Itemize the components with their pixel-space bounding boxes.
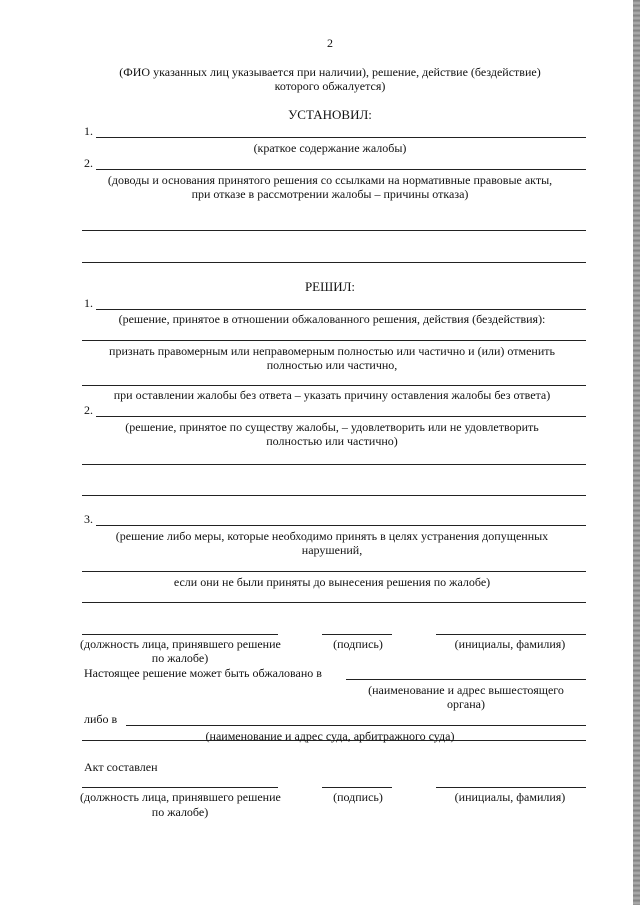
decided-item2-blank-line-2 [82,495,586,496]
decided-item1-line [96,309,586,310]
signature2-name-line [436,787,586,788]
decided-heading: РЕШИЛ: [304,279,356,294]
signature2-position-caption-1: (должность лица, принявшего решение [80,790,281,804]
signature2-signature-line [322,787,392,788]
decided-item1-caption-2: признать правомерным или неправомерным полностью или частично и (или) отменить [109,344,555,358]
signature1-position-caption-2: по жалобе) [151,651,209,665]
signature1-name-line [436,634,586,635]
signature2-position-caption-2: по жалобе) [151,805,209,819]
page-number: 2 [327,36,333,50]
decided-item3-caption-3: если они не были приняты до вынесения решения по жалобе) [173,575,491,589]
decided-item3-blank-line-2 [82,602,586,603]
signature1-signature-line [322,634,392,635]
decided-item3-caption-1: (решение либо меры, которые необходимо принять в целях устранения допущенных [115,529,549,543]
appeal-or-label: либо в [84,712,118,726]
decided-item1-blank-line-2 [82,385,586,386]
appeal-court-caption: (наименование и адрес суда, арбитражного суда) [205,729,455,743]
decided-item1-caption-4: при оставлении жалобы без ответа – указать причину оставления жалобы без ответа) [113,388,551,402]
scan-edge-shadow [633,0,640,905]
act-text: Акт составлен [84,760,158,774]
decided-item1-caption-1: (решение, принятое в отношении обжалованного решения, действия (бездействия): [118,312,546,326]
decided-item1-blank-line-1 [82,340,586,341]
decided-item3-line [96,525,586,526]
decided-item2-caption-1: (решение, принятое по существу жалобы, – удовлетворить или не удовлетворить [125,420,539,434]
decided-item1-number: 1. [84,296,93,310]
decided-item2-blank-line-1 [82,464,586,465]
established-item2-line [96,169,586,170]
signature1-signature-caption: (подпись) [333,637,383,651]
decided-item2-line [96,416,586,417]
decided-item2-number: 2. [84,403,93,417]
header-line-1: (ФИО указанных лиц указывается при наличии), решение, действие (бездействие) [119,65,541,79]
decided-item2-caption-2: полностью или частично) [266,434,398,448]
decided-item1-caption-3: полностью или частично, [266,358,398,372]
decided-item3-blank-line-1 [82,571,586,572]
signature2-signature-caption: (подпись) [333,790,383,804]
signature2-name-caption: (инициалы, фамилия) [454,790,566,804]
established-item1-line [96,137,586,138]
established-item2-caption-2: при отказе в рассмотрении жалобы – причины отказа) [191,187,469,201]
established-item1-number: 1. [84,124,93,138]
decided-item3-caption-2: нарушений, [301,543,363,557]
appeal-text: Настоящее решение может быть обжаловано в [84,666,322,680]
established-blank-line-2 [82,262,586,263]
signature1-position-line [82,634,278,635]
header-line-2: которого обжалуется) [274,79,386,93]
decided-item3-number: 3. [84,512,93,526]
established-blank-line-1 [82,230,586,231]
established-heading: УСТАНОВИЛ: [288,107,372,122]
appeal-authority-line [346,679,586,680]
appeal-caption-2: органа) [447,697,485,711]
established-item2-number: 2. [84,156,93,170]
signature2-position-line [82,787,278,788]
established-item2-caption-1: (доводы и основания принятого решения со ссылками на нормативные правовые акты, [107,173,553,187]
appeal-caption-1: (наименование и адрес вышестоящего [368,683,564,697]
signature1-name-caption: (инициалы, фамилия) [454,637,566,651]
established-item1-caption: (краткое содержание жалобы) [253,141,407,155]
signature1-position-caption-1: (должность лица, принявшего решение [80,637,281,651]
appeal-court-line-1 [126,725,586,726]
